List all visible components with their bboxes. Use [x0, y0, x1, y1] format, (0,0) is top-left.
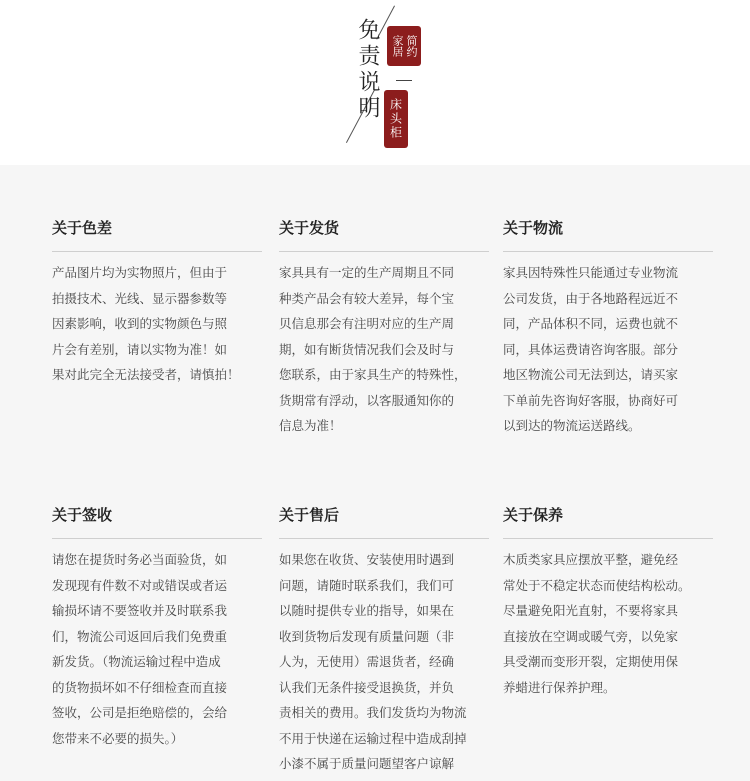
section-body: 请您在提货时务必当面验货，如 发现现有件数不对或错误或者运 输损坏请不要签收并及时联系我 们，物流公司返回后我们免费重 新发货。（物流运输过程中造成 的货物损坏如不仔细检查而直接 签收，公司是拒绝赔偿的，会给 您带来不必要的损失。） — [52, 552, 228, 746]
section-divider — [279, 538, 489, 539]
section-body: 产品图片均为实物照片，但由于 拍摄技术、光线、显示器参数等 因素影响，收到的实物颜色与照 片会有差别，请以实物为准！如 果对此完全无法接受者，请慎拍！ — [52, 265, 240, 382]
section-title: 关于物流 — [503, 219, 564, 237]
brand-seal — [387, 26, 421, 66]
brand-seal-text: 简约家居 — [391, 35, 418, 57]
section-title: 关于色差 — [52, 219, 113, 237]
section-receipt — [52, 504, 262, 751]
section-color-difference — [52, 217, 262, 388]
section-maintenance — [503, 504, 713, 700]
section-divider — [52, 538, 262, 539]
seal-divider — [396, 80, 412, 81]
section-title: 关于发货 — [279, 219, 340, 237]
section-body: 家具因特殊性只能通过专业物流 公司发货，由于各地路程远近不 同，产品体积不同，运费也就不 同，具体运费请咨询客服。部分 地区物流公司无法到达，请买家 下单前先咨询好客服，协商好可 以到达的物流运送路线。 — [503, 265, 679, 433]
section-after-sales — [279, 504, 489, 777]
header-banner — [0, 0, 750, 165]
section-body: 木质类家具应摆放平整，避免经 常处于不稳定状态而使结构松动。 尽量避免阳光直射，不要将家具 直接放在空调或暖气旁，以免家 具受潮而变形开裂，定期使用保 养蜡进行保养护理。 — [503, 552, 691, 695]
category-seal-text: 床头柜 — [388, 98, 403, 140]
section-divider — [52, 251, 262, 252]
category-seal — [384, 90, 408, 148]
section-body: 家具具有一定的生产周期且不同 种类产品会有较大差异，每个宝 贝信息那会有注明对应的生产周 期，如有断货情况我们会及时与 您联系，由于家具生产的特殊性， 货期常有浮动，以客服通知你的 信息为准！ — [279, 265, 467, 433]
section-divider — [503, 538, 713, 539]
section-logistics — [503, 217, 713, 439]
section-title: 关于签收 — [52, 506, 113, 524]
section-title: 关于保养 — [503, 506, 564, 524]
section-title: 关于售后 — [279, 506, 340, 524]
section-body: 如果您在收货、安装使用时遇到 问题，请随时联系我们，我们可 以随时提供专业的指导，如果在 收到货物后发现有质量问题（非 人为，无使用）需退货者，经确 认我们无条件接受退换货，并负 责相关的费用。我们发货均为物流 不用于快递在运输过程中造成刮掉 小漆不属于质量问题望客户谅解 — [279, 552, 467, 771]
section-divider — [279, 251, 489, 252]
page-title: 免责说明 — [355, 18, 380, 122]
info-grid — [0, 165, 750, 781]
section-shipping — [279, 217, 489, 439]
section-divider — [503, 251, 713, 252]
